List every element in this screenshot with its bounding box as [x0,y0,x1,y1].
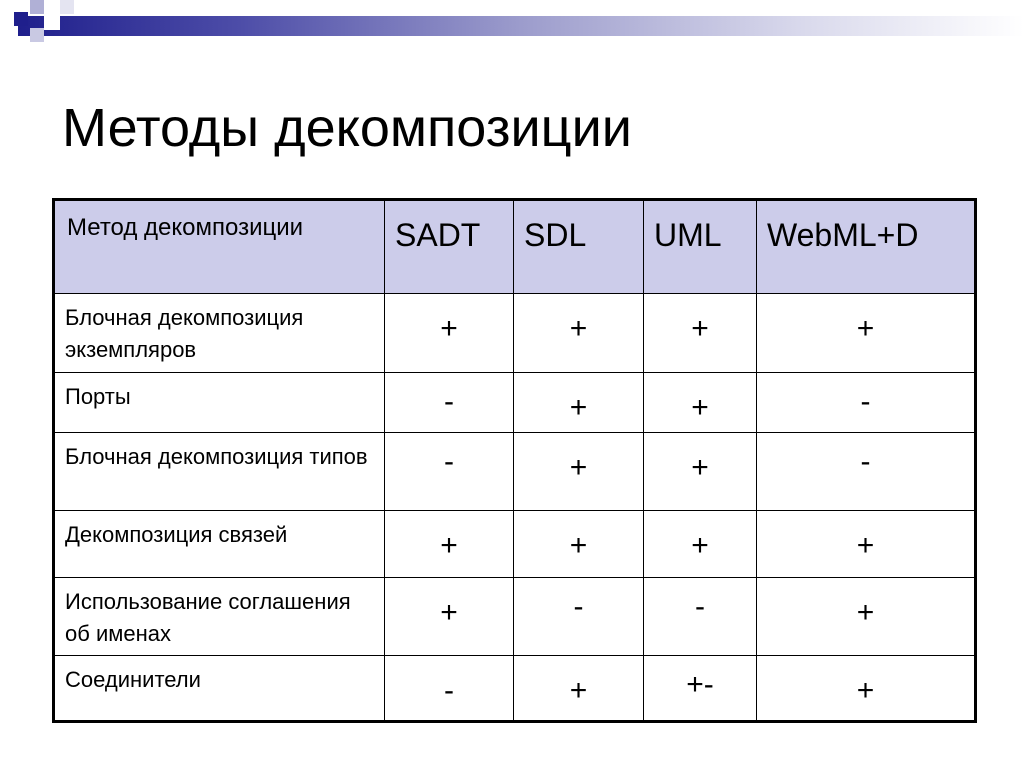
slide-title: Методы декомпозиции [62,98,632,158]
cell-sdl: - [514,578,644,656]
cell-webml: - [757,433,976,511]
cell-uml: + [644,294,757,373]
cell-sadt: + [385,294,514,373]
cell-uml: - [644,578,757,656]
row-label: Блочная декомпозиция типов [54,433,385,511]
header-method: Метод декомпозиции [54,200,385,294]
table-row [54,294,976,373]
header-sadt: SADT [385,200,514,294]
row-label: Использование соглашения об именах [54,578,385,656]
cell-sdl: + [514,511,644,578]
cell-webml: + [757,656,976,722]
cell-uml: + [644,511,757,578]
decorative-header-band [0,0,1024,50]
comparison-table [52,198,977,723]
cell-webml: + [757,578,976,656]
row-label: Декомпозиция связей [54,511,385,578]
decor-square [30,0,44,14]
cell-webml: + [757,294,976,373]
cell-sdl: + [514,294,644,373]
cell-webml: + [757,511,976,578]
row-label: Порты [54,373,385,433]
cell-sdl: + [514,433,644,511]
row-label: Соединители [54,656,385,722]
table-row [54,433,976,511]
cell-sdl: + [514,373,644,433]
decor-square [14,12,28,26]
cell-sadt: + [385,511,514,578]
decor-square [60,0,74,14]
cell-sadt: - [385,433,514,511]
header-sdl: SDL [514,200,644,294]
table-header-row [54,200,976,294]
cell-webml: - [757,373,976,433]
table-row [54,578,976,656]
cell-sadt: - [385,656,514,722]
cell-uml: + [644,433,757,511]
cell-sadt: + [385,578,514,656]
header-webml: WebML+D [757,200,976,294]
cell-uml: + [644,373,757,433]
table-row [54,511,976,578]
decor-square [30,28,44,42]
decor-square [44,14,60,30]
cell-sadt: - [385,373,514,433]
table-row [54,656,976,722]
table-row [54,373,976,433]
cell-sdl: + [514,656,644,722]
gradient-bar [18,16,1024,36]
cell-uml: +- [644,656,757,722]
row-label: Блочная декомпозиция экземпляров [54,294,385,373]
header-uml: UML [644,200,757,294]
